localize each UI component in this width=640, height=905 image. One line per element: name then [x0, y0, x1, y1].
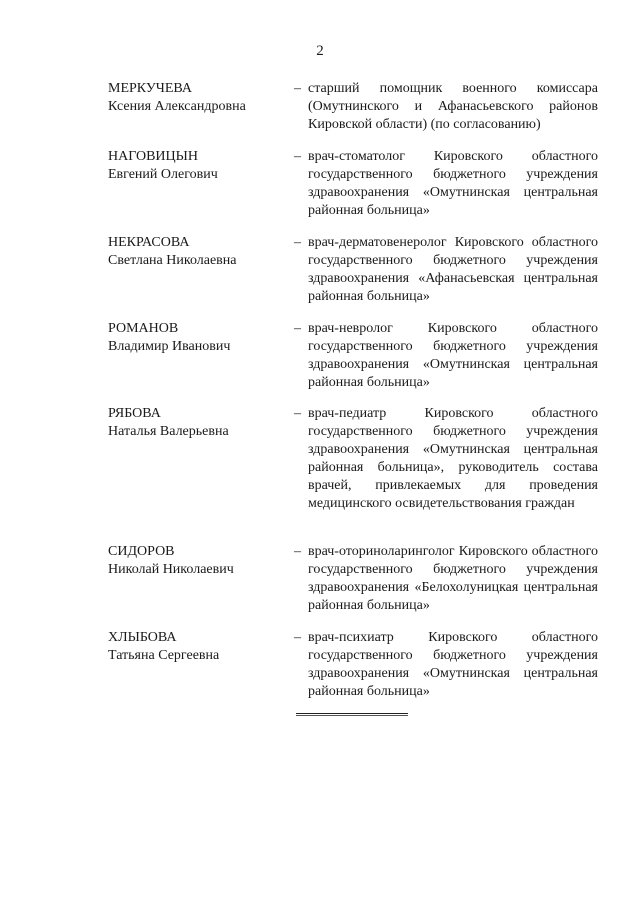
person-role [294, 320, 598, 392]
dash-separator: – [294, 630, 301, 645]
person-name [108, 629, 288, 665]
person-given-name: Николай Николаевич [108, 562, 234, 577]
person-name [108, 543, 288, 579]
person-name [108, 405, 288, 441]
role-text: врач-педиатр Кировского областного государственного бюджетного учреждения здравоохранения «Омутнинская центральная районная больница», руководитель состава врачей, привлекаемых для проведения медицинского освидетельствования граждан [308, 406, 598, 511]
person-role [294, 543, 598, 615]
person-given-name: Наталья Валерьевна [108, 424, 229, 439]
person-surname: МЕРКУЧЕВА [108, 81, 192, 96]
person-role [294, 234, 598, 306]
person-surname: РЯБОВА [108, 406, 161, 421]
dash-separator: – [294, 149, 301, 164]
person-name [108, 234, 288, 270]
person-name [108, 320, 288, 356]
dash-separator: – [294, 406, 301, 421]
person-given-name: Евгений Олегович [108, 167, 218, 182]
person-surname: ХЛЫБОВА [108, 630, 177, 645]
person-name [108, 148, 288, 184]
role-text: старший помощник военного комиссара (Омутнинского и Афанасьевского районов Кировской области) (по согласованию) [308, 81, 598, 132]
role-text: врач-стоматолог Кировского областного государственного бюджетного учреждения здравоохранения «Омутнинская центральная районная больница» [308, 149, 598, 218]
role-text: врач-невролог Кировского областного государственного бюджетного учреждения здравоохранения «Омутнинская центральная районная больница» [308, 321, 598, 390]
role-text: врач-психиатр Кировского областного государственного бюджетного учреждения здравоохранения «Омутнинская центральная районная больница» [308, 630, 598, 699]
dash-separator: – [294, 544, 301, 559]
role-text: врач-оториноларинголог Кировского областного государственного бюджетного учреждения здравоохранения «Белохолуницкая центральная районная больница» [308, 544, 598, 613]
person-given-name: Владимир Иванович [108, 339, 231, 354]
page-number: 2 [316, 43, 324, 59]
person-role [294, 629, 598, 701]
person-surname: НАГОВИЦЫН [108, 149, 198, 164]
dash-separator: – [294, 81, 301, 96]
person-role [294, 405, 598, 513]
person-name [108, 80, 288, 116]
dash-separator: – [294, 235, 301, 250]
dash-separator: – [294, 321, 301, 336]
role-text: врач-дерматовенеролог Кировского областного государственного бюджетного учреждения здравоохранения «Афанасьевская центральная районная больница» [308, 235, 598, 304]
person-surname: НЕКРАСОВА [108, 235, 190, 250]
person-role [294, 80, 598, 134]
person-surname: РОМАНОВ [108, 321, 179, 336]
end-of-list-rule [296, 713, 408, 714]
person-role [294, 148, 598, 220]
person-given-name: Ксения Александровна [108, 99, 246, 114]
person-given-name: Светлана Николаевна [108, 253, 237, 268]
person-surname: СИДОРОВ [108, 544, 175, 559]
person-given-name: Татьяна Сергеевна [108, 648, 220, 663]
